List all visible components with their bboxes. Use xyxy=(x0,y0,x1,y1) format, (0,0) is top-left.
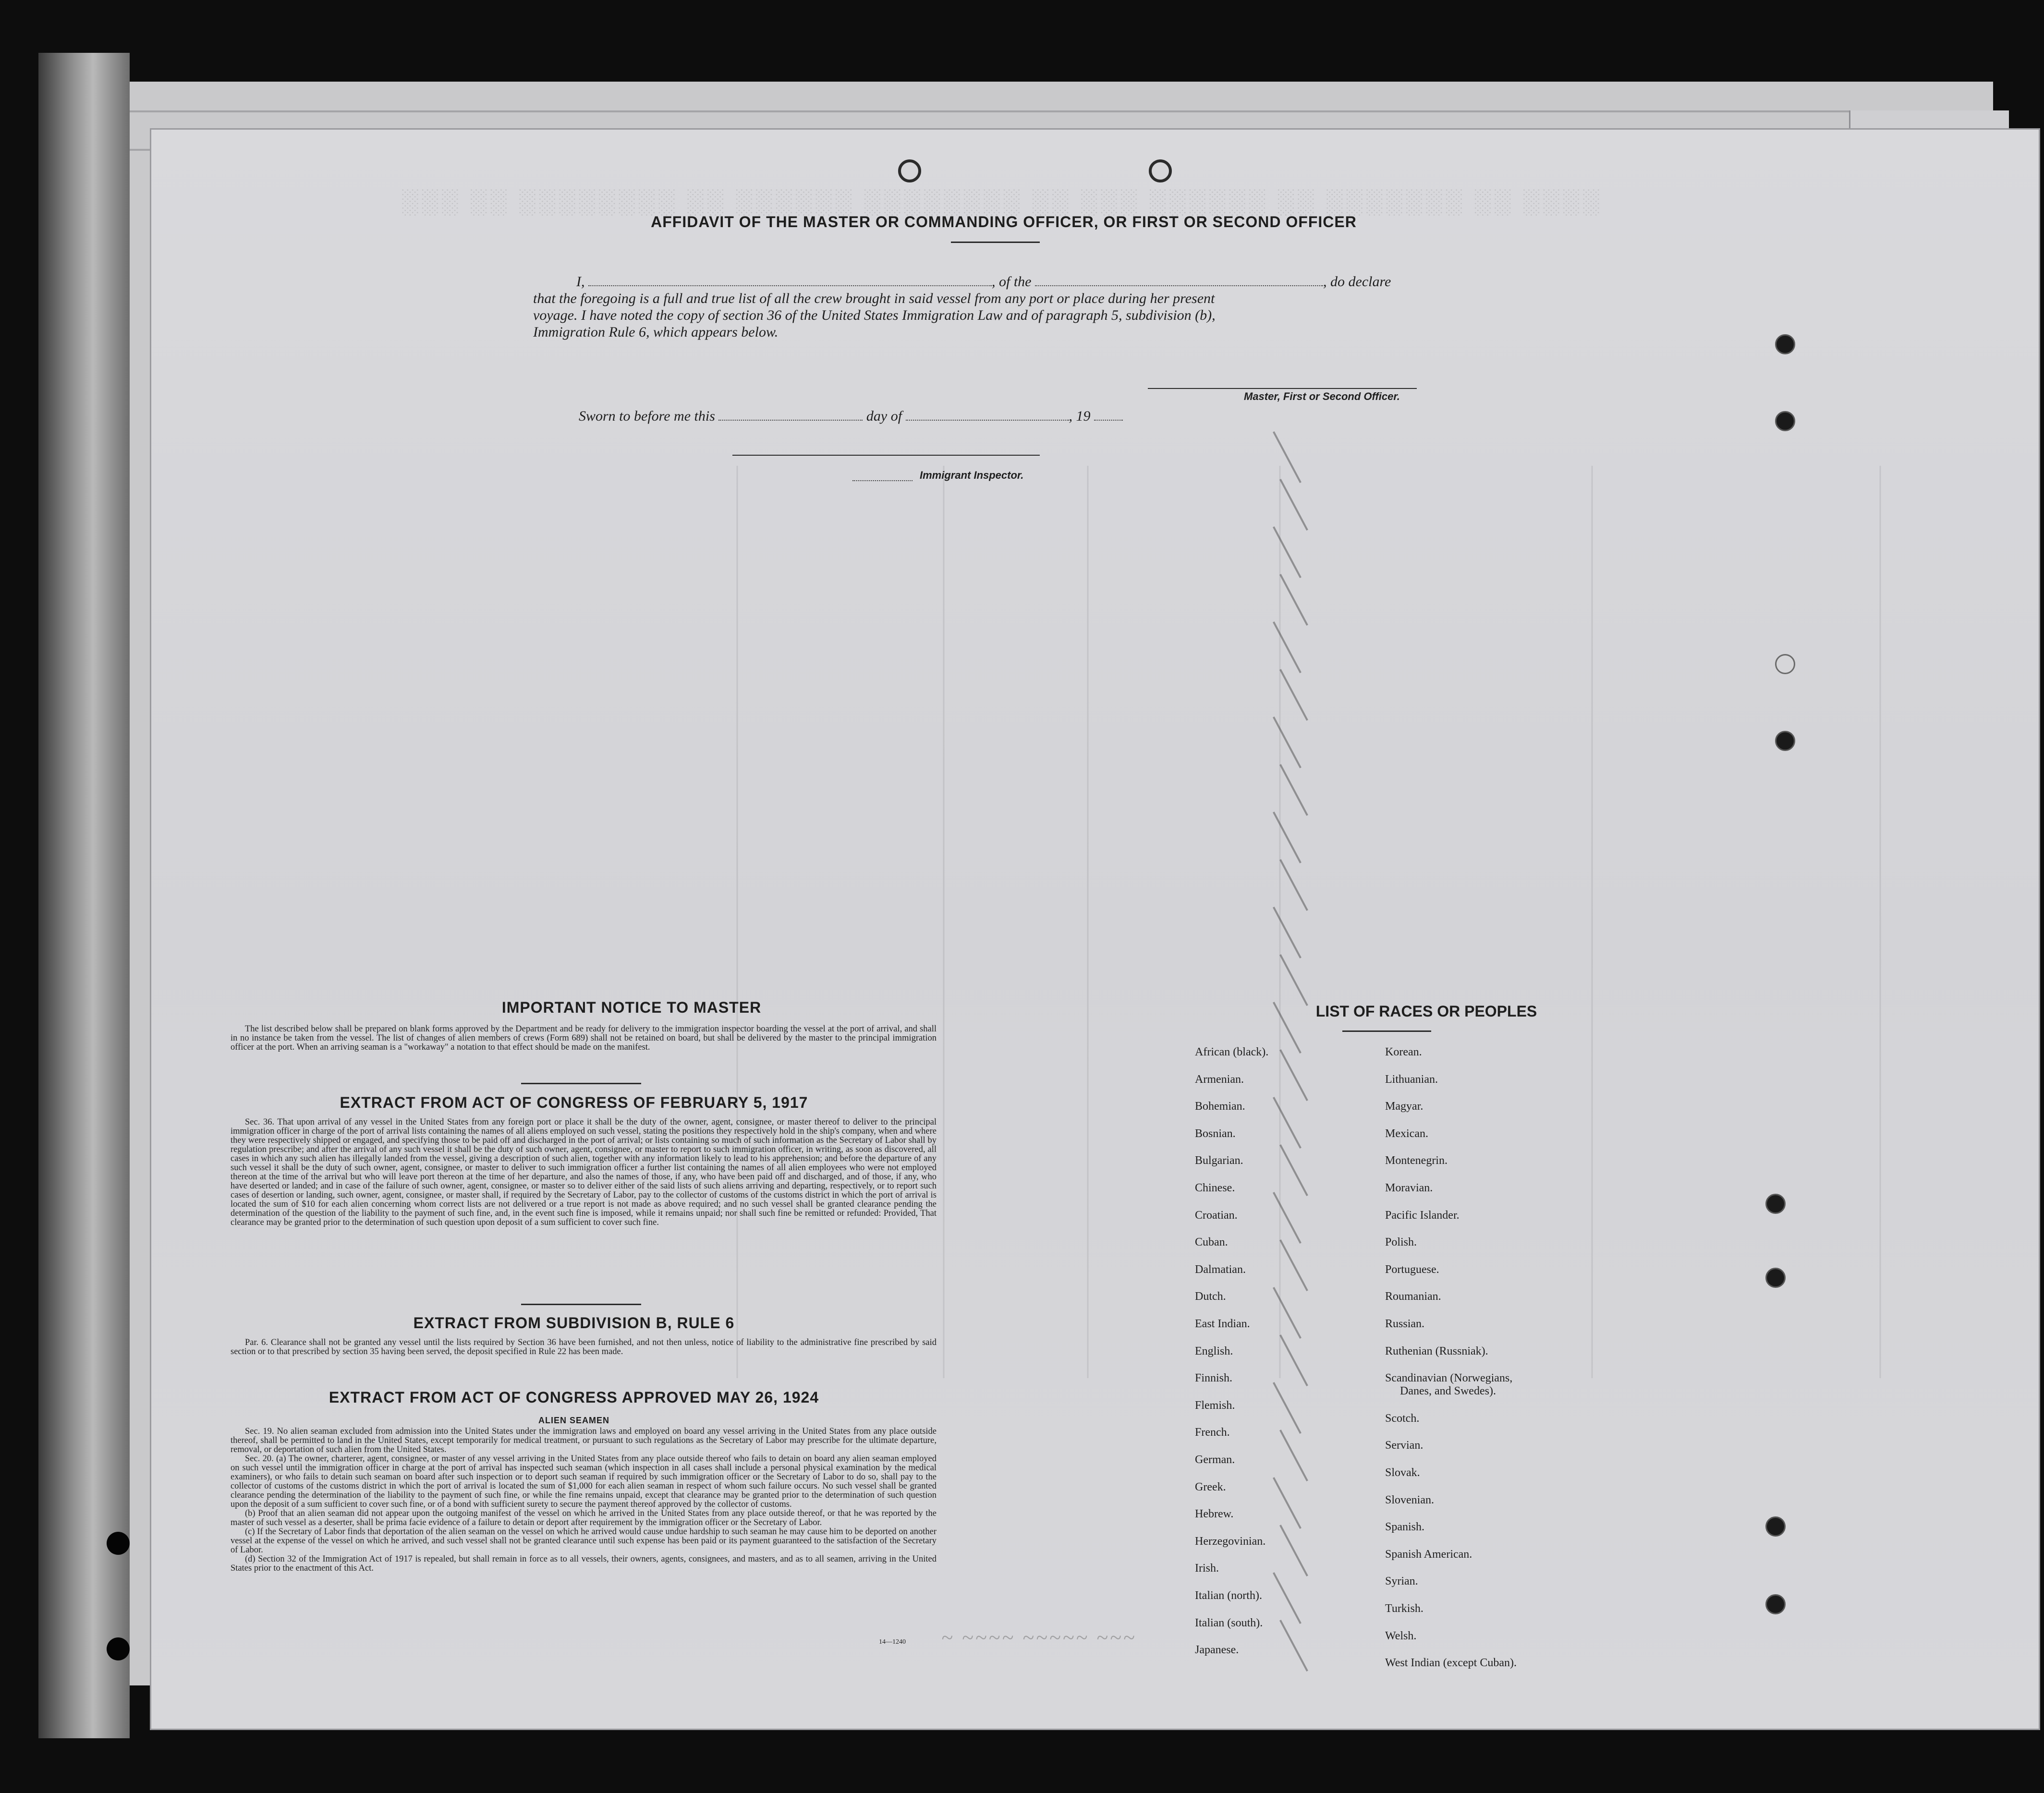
affidavit-line-3: voyage. I have noted the copy of section 36 of the United States Immigration Law and of paragraph 5, subdivision (b), xyxy=(533,307,1216,323)
rule6-paragraph: Par. 6. Clearance shall not be granted any vessel until the lists required by Section 36 have been furnished, and not then unless, notice of liability to the administrative fine prescribed by said section or to that prescribed by section 35 having been served, the deposit specified in Rule 22 has been made. xyxy=(231,1338,937,1357)
race-item: English. xyxy=(1195,1345,1233,1357)
race-item: Portuguese. xyxy=(1385,1263,1439,1276)
race-item: Korean. xyxy=(1385,1046,1422,1058)
affidavit-i: I, xyxy=(576,274,585,290)
race-item: Russian. xyxy=(1385,1318,1425,1330)
race-item: Croatian. xyxy=(1195,1209,1238,1222)
punch-hole xyxy=(1765,1594,1786,1614)
sworn-year: , 19 xyxy=(1069,408,1091,424)
race-item: Dutch. xyxy=(1195,1290,1226,1303)
binder-hole xyxy=(107,1637,130,1660)
notice-text xyxy=(231,1025,937,1052)
extract-1924-title: EXTRACT FROM ACT OF CONGRESS APPROVED MAY 26, 1924 xyxy=(328,1389,819,1406)
race-item: Finnish. xyxy=(1195,1372,1233,1385)
inspector-label: Immigrant Inspector. xyxy=(920,469,1024,481)
race-item: Polish. xyxy=(1385,1236,1417,1249)
punch-hole xyxy=(1775,654,1795,674)
race-item: Turkish. xyxy=(1385,1602,1424,1615)
race-item: Bosnian. xyxy=(1195,1127,1236,1140)
extract-1924-paragraph-2: Sec. 20. (a) The owner, charterer, agent, consignee, or master of any vessel arriving in the United States from any place outside thereof who fails to detain on board any alien seaman employed on such vessel until the immigration officer in charge at the port of arrival has inspected such seaman (which inspection in all cases shall include a personal physical examination by the medical examiners), or who fails to detain such seaman on board after such inspection or to deport such seaman if required by such immigration officer or the Secretary of Labor to do so, shall pay to the collector of customs of the customs district in which the port of arrival is located the sum of $1,000 for each alien seaman in respect of whom such failure occurs. No such vessel shall be granted clearance pending the determination of the liability to the payment of such fine, or while the fine remains unpaid, except that clearance may be granted prior to the determination of such question upon the deposit of a sum sufficient to cover such fine, or of a bond with sufficient surety to secure the payment thereof approved by the collector of customs. xyxy=(231,1454,937,1509)
races-rule xyxy=(1342,1030,1431,1032)
rule6-text xyxy=(231,1338,937,1357)
race-item: Ruthenian (Russniak). xyxy=(1385,1345,1488,1357)
race-item: Servian. xyxy=(1385,1439,1424,1452)
affidavit-line-4: Immigration Rule 6, which appears below. xyxy=(533,324,779,340)
race-item: Mexican. xyxy=(1385,1127,1428,1140)
races-title: LIST OF RACES OR PEOPLES xyxy=(1315,1003,1537,1020)
sworn-prefix: Sworn to before me this xyxy=(579,408,715,424)
race-item: Montenegrin. xyxy=(1385,1154,1448,1167)
race-item: West Indian (except Cuban). xyxy=(1385,1657,1517,1670)
punch-hole xyxy=(1149,159,1172,182)
sworn-month-field[interactable] xyxy=(906,409,1069,421)
race-item: Spanish. xyxy=(1385,1521,1425,1534)
section-rule xyxy=(521,1304,641,1305)
extract-1917-text xyxy=(231,1118,937,1227)
punch-hole xyxy=(1775,731,1795,751)
notice-title: IMPORTANT NOTICE TO MASTER xyxy=(501,999,762,1016)
punch-hole xyxy=(1775,334,1795,354)
race-item: Armenian. xyxy=(1195,1073,1244,1086)
faint-signature: ~ ~~~~ ~~~~~ ~~~ xyxy=(941,1626,1137,1649)
race-item: Japanese. xyxy=(1195,1644,1239,1657)
race-item: Bulgarian. xyxy=(1195,1154,1243,1167)
master-name-field[interactable] xyxy=(588,275,992,286)
sworn-day-field[interactable] xyxy=(718,409,863,421)
race-item: Italian (north). xyxy=(1195,1589,1262,1602)
section-rule xyxy=(521,1083,641,1084)
race-item: Danes, and Swedes). xyxy=(1400,1385,1496,1398)
race-item: Slovenian. xyxy=(1385,1493,1434,1506)
race-item: Scotch. xyxy=(1385,1412,1420,1425)
race-item: Chinese. xyxy=(1195,1182,1235,1194)
rule6-title: EXTRACT FROM SUBDIVISION B, RULE 6 xyxy=(413,1314,735,1332)
punch-hole xyxy=(1765,1268,1786,1288)
affidavit-line-2: that the foregoing is a full and true list of all the crew brought in said vessel from any port or place during her present xyxy=(533,291,1215,306)
master-signature-line[interactable] xyxy=(1148,388,1417,389)
sworn-line xyxy=(579,408,1123,424)
race-item: Herzegovinian. xyxy=(1195,1535,1266,1548)
sworn-year-field[interactable] xyxy=(1094,409,1123,421)
race-item: Cuban. xyxy=(1195,1236,1228,1249)
affidavit-declare: , do declare xyxy=(1323,274,1391,290)
extract-1917-paragraph: Sec. 36. That upon arrival of any vessel in the United States from any foreign port or place it shall be the duty of the owner, agent, consignee, or master thereof to deliver to the principal immigration officer in charge of the port of arrival lists containing the names of all aliens employed on such vessel, stating the positions they respectively hold in the ship's company, when and where they were respectively shipped or engaged, and specifying those to be paid off and discharged in the port of arrival; or lists containing so much of such information as the Secretary of Labor shall by regulation prescribe; and after the arrival of any such vessel it shall be the duty of such owner, agent, consignee, or master to report to such immigration officer, in writing, as soon as discovered, all cases in which any such alien has illegally landed from the vessel, giving a description of such alien, together with any information likely to lead to his apprehension; and before the departure of any such vessel it shall be the duty of such owner, agent, consignee, or master to deliver to such immigration officer a further list containing the names of all alien employees who were not employed thereon at the time of the arrival but who will leave port thereon at the time of her departure, and also the names of those, if any, who have been paid off and discharged, and of those, if any, who have deserted or landed; and in case of the failure of such owner, agent, consignee, or master so to deliver either of the said lists of such aliens arriving and departing, respectively, or to report such cases of desertion or landing, such owner, agent, consignee, or master shall, if required by the Secretary of Labor, pay to the collector of customs of the customs district in which the port of arrival is located the sum of $10 for each alien concerning whom correct lists are not delivered or a true report is not made as above required; and no such vessel shall be granted clearance pending the determination of the question of the liability to the payment of such fine, and, in the event such fine is imposed, while it remains unpaid; nor shall such fine be remitted or refunded: Provided, That clearance may be granted prior to the determination of such question upon deposit of a sum sufficient to cover such fine. xyxy=(231,1117,937,1227)
master-signature-label: Master, First or Second Officer. xyxy=(1244,390,1400,402)
race-item: Lithuanian. xyxy=(1385,1073,1438,1086)
inspector-signature-line[interactable] xyxy=(732,455,1040,456)
title-rule xyxy=(951,242,1040,243)
extract-1917-title: EXTRACT FROM ACT OF CONGRESS OF FEBRUARY 5, 1917 xyxy=(340,1094,808,1111)
race-item: German. xyxy=(1195,1454,1235,1466)
race-item: Irish. xyxy=(1195,1562,1219,1575)
punch-hole xyxy=(1765,1516,1786,1537)
race-item: Moravian. xyxy=(1385,1182,1433,1194)
race-item: Syrian. xyxy=(1385,1575,1418,1588)
punch-hole xyxy=(1775,411,1795,431)
race-item: Magyar. xyxy=(1385,1100,1424,1113)
race-item: Slovak. xyxy=(1385,1466,1420,1479)
race-item: Greek. xyxy=(1195,1480,1226,1493)
race-item: Roumanian. xyxy=(1385,1290,1441,1303)
extract-1924-text xyxy=(231,1427,937,1573)
punch-hole xyxy=(898,159,921,182)
race-item: Welsh. xyxy=(1385,1629,1417,1642)
race-item: Scandinavian (Norwegians, xyxy=(1385,1372,1513,1385)
form-number: 14—1240 xyxy=(879,1638,906,1646)
extract-1924-paragraph-4: (c) If the Secretary of Labor finds that deportation of the alien seaman on the vessel on which he arrived would cause undue hardship to such seaman he may cause him to be deported on another vessel at the expense of the vessel on which he arrived, and such vessel shall not be granted clearance until such expense has been paid or its payment guaranteed to the satisfaction of the Secretary of Labor. xyxy=(231,1527,937,1555)
affidavit-line-1 xyxy=(576,274,1391,290)
race-item: Dalmatian. xyxy=(1195,1263,1246,1276)
punch-hole xyxy=(1765,1194,1786,1214)
extract-1924-paragraph-5: (d) Section 32 of the Immigration Act of 1917 is repealed, but shall remain in force as to all vessels, their owners, agents, consignees, and masters, and as to all seamen, arriving in the United States prior to the enactment of this Act. xyxy=(231,1554,937,1573)
affidavit-title: AFFIDAVIT OF THE MASTER OR COMMANDING OFFICER, OR FIRST OR SECOND OFFICER xyxy=(651,213,1357,230)
race-item: French. xyxy=(1195,1426,1230,1439)
binder-edge xyxy=(38,53,130,1738)
race-item: Hebrew. xyxy=(1195,1508,1234,1521)
vessel-name-field[interactable] xyxy=(1035,275,1323,286)
sworn-day-of: day of xyxy=(866,408,902,424)
notice-paragraph: The list described below shall be prepared on blank forms approved by the Department and be ready for delivery to the immigration inspector boarding the vessel at the port of arrival, and shall in no instance be taken from the vessel. The list of changes of alien members of crews (Form 689) shall not be retained on board, but shall be delivered by the master to the principal immigration officer at the port. When an arriving seaman is a "workaway" a notation to that effect should be made on the manifest. xyxy=(231,1024,937,1052)
affidavit-of-the: , of the xyxy=(992,274,1032,290)
extract-1924-paragraph-1: Sec. 19. No alien seaman excluded from admission into the United States under the immigration laws and employed on board any vessel arriving in the United States from any place outside thereof, shall be permitted to land in the United States, except temporarily for medical treatment, or pursuant to such regulations as the Secretary of Labor may prescribe for the ultimate departure, removal, or deportation of such alien from the United States. xyxy=(231,1427,937,1454)
inspector-dotted-line xyxy=(852,471,912,481)
race-item: Flemish. xyxy=(1195,1399,1235,1412)
binder-hole xyxy=(107,1532,130,1555)
race-item: African (black). xyxy=(1195,1046,1269,1058)
extract-1924-subtitle: ALIEN SEAMEN xyxy=(538,1416,609,1425)
bleed-through-text: ░░░ ░░ ░░░░░░░░ ░░ ░░░░░░ ░░░░░░░░ ░░ ░░░ ░░░░░░ ░░ ░░░░░░░ ░░ ░░░░ xyxy=(401,188,1602,215)
extract-1924-paragraph-3: (b) Proof that an alien seaman did not appear upon the outgoing manifest of the vessel on which he arrived in the United States from any place outside thereof, or that he was reported by the master of such vessel as a deserter, shall be prima facie evidence of a failure to detain or deport after requirement by the immigration officer or the Secretary of Labor. xyxy=(231,1509,937,1527)
race-item: Pacific Islander. xyxy=(1385,1209,1460,1222)
race-item: Spanish American. xyxy=(1385,1548,1472,1561)
race-item: Bohemian. xyxy=(1195,1100,1245,1113)
race-item: East Indian. xyxy=(1195,1318,1250,1330)
race-item: Italian (south). xyxy=(1195,1616,1263,1629)
